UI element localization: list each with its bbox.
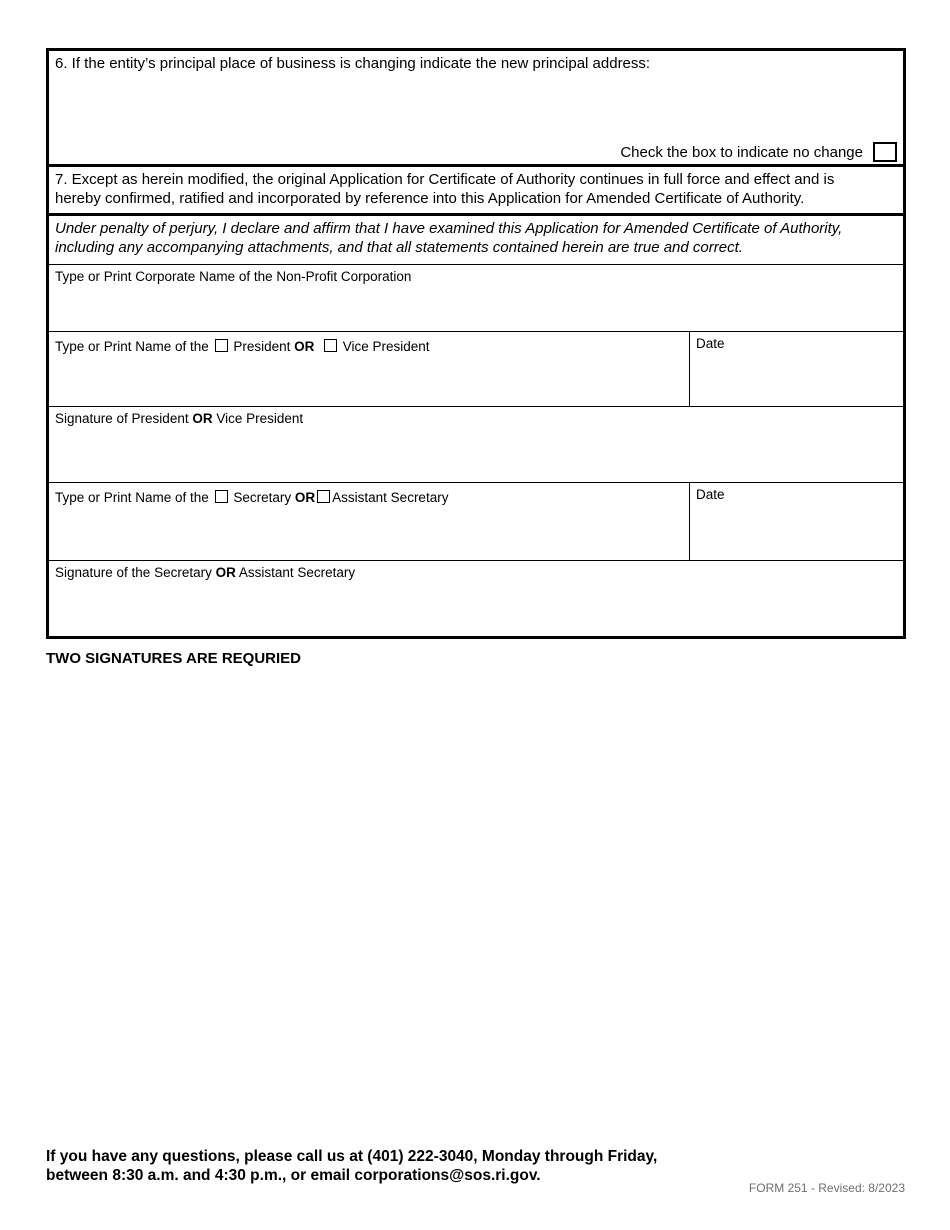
declaration-line-2: including any accompanying attachments, and that all statements contained herein are true and correct. <box>55 239 743 256</box>
secretary-option-label: Secretary <box>233 490 292 505</box>
assistant-secretary-checkbox[interactable] <box>317 490 330 503</box>
vice-president-checkbox[interactable] <box>324 339 337 352</box>
declaration-line-1: Under penalty of perjury, I declare and affirm that I have examined this Application for Amended Certificate of Authority, <box>55 220 843 237</box>
secretary-signature-suffix: Assistant Secretary <box>238 565 356 580</box>
section-7-line-1: 7. Except as herein modified, the original Application for Certificate of Authority continues in full force and effect and is <box>55 171 835 188</box>
vice-president-option-label: Vice President <box>342 339 430 354</box>
president-signature-field[interactable] <box>49 407 903 483</box>
president-signature-suffix: Vice President <box>216 411 304 426</box>
secretary-signature-field[interactable] <box>49 561 903 636</box>
president-name-field[interactable] <box>49 332 690 406</box>
president-date-field[interactable] <box>690 332 903 406</box>
date-label: Date <box>696 487 725 502</box>
section-6-principal-address[interactable] <box>49 51 903 167</box>
secretary-checkbox[interactable] <box>215 490 228 503</box>
date-label: Date <box>696 336 725 351</box>
perjury-declaration <box>49 216 903 265</box>
secretary-date-field[interactable] <box>690 483 903 560</box>
or-label: OR <box>215 565 236 580</box>
secretary-name-prefix: Type or Print Name of the <box>55 490 209 505</box>
president-name-row <box>49 332 903 407</box>
footer-line-1: If you have any questions, please call us at (401) 222-3040, Monday through Friday, <box>46 1148 658 1165</box>
amendment-form <box>46 48 906 639</box>
section-6-label: 6. If the entity’s principal place of business is changing indicate the new principal address: <box>55 55 651 72</box>
corporate-name-field[interactable] <box>49 265 903 332</box>
or-label: OR <box>192 411 213 426</box>
no-change-group <box>620 142 897 162</box>
signatures-required-notice: TWO SIGNATURES ARE REQURIED <box>46 650 302 667</box>
secretary-signature-prefix: Signature of the Secretary <box>55 565 212 580</box>
president-option-label: President <box>233 339 291 354</box>
section-7-confirmation <box>49 167 903 216</box>
or-label: OR <box>294 490 316 505</box>
corporate-name-label: Type or Print Corporate Name of the Non-Profit Corporation <box>55 269 412 284</box>
secretary-name-row <box>49 483 903 561</box>
section-7-line-2: hereby confirmed, ratified and incorporated by reference into this Application for Amended Certificate of Authority. <box>55 190 805 207</box>
contact-footer <box>46 1147 657 1185</box>
or-label: OR <box>294 339 315 354</box>
president-signature-prefix: Signature of President <box>55 411 189 426</box>
no-change-label: Check the box to indicate no change <box>620 143 863 161</box>
form-number: FORM 251 - Revised: 8/2023 <box>748 1181 905 1195</box>
assistant-secretary-option-label: Assistant Secretary <box>332 490 449 505</box>
president-name-prefix: Type or Print Name of the <box>55 339 209 354</box>
no-change-checkbox[interactable] <box>873 142 897 162</box>
secretary-name-field[interactable] <box>49 483 690 560</box>
footer-line-2: between 8:30 a.m. and 4:30 p.m., or email corporations@sos.ri.gov. <box>46 1167 541 1184</box>
president-checkbox[interactable] <box>215 339 228 352</box>
